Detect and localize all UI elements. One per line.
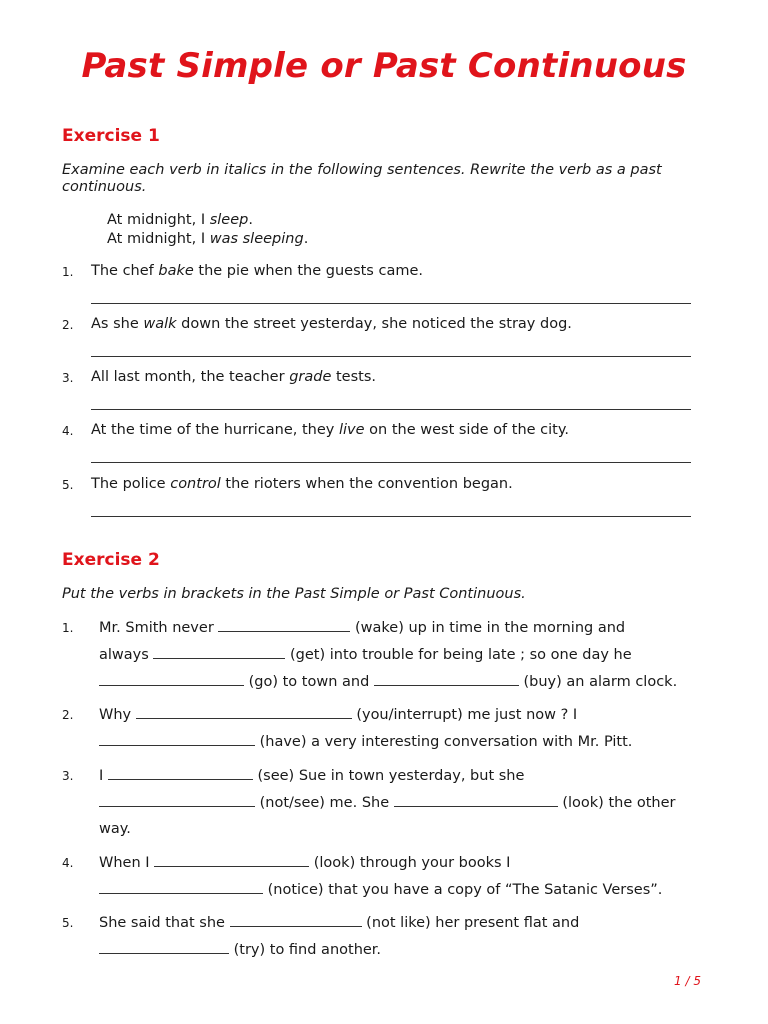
answer-line[interactable] — [91, 516, 691, 517]
item-number: 3. — [62, 371, 74, 385]
italic-verb: live — [338, 422, 365, 438]
fill-in-blank[interactable] — [374, 673, 519, 686]
sentence-text: the rioters when the convention began. — [220, 476, 513, 492]
fill-in-blank[interactable] — [394, 794, 558, 807]
sentence-text: As she — [91, 316, 144, 332]
sentence-text: All last month, the teacher — [91, 369, 290, 385]
answer-line[interactable] — [91, 409, 691, 410]
exercise-line — [99, 914, 579, 931]
exercise-text: (try) to find another. — [229, 942, 382, 958]
exercise-text: (you/interrupt) me just now ? I — [351, 707, 578, 723]
item-number: 1. — [62, 621, 74, 635]
exercise-text: I — [99, 768, 108, 784]
exercise-text: (buy) an alarm clock. — [518, 674, 678, 690]
exercise-text: (look) the other — [557, 795, 676, 811]
answer-line[interactable] — [91, 303, 691, 304]
exercise-line — [99, 767, 524, 784]
item-number: 2. — [62, 708, 74, 722]
sentence-text: The police — [91, 476, 171, 492]
sentence-text: At the time of the hurricane, they — [91, 422, 339, 438]
exercise-line — [99, 854, 510, 871]
item-number: 4. — [62, 424, 74, 438]
exercise-text: (have) a very interesting conversation with Mr. Pitt. — [255, 734, 633, 750]
fill-in-blank[interactable] — [153, 646, 285, 659]
example-line-2 — [107, 230, 308, 249]
exercise-text: always — [99, 647, 154, 663]
exercise-text: (see) Sue in town yesterday, but she — [252, 768, 525, 784]
exercise-text: (look) through your books I — [309, 855, 511, 871]
sentence-text: on the west side of the city. — [364, 422, 569, 438]
exercise-text: When I — [99, 855, 155, 871]
exercise-text: (not/see) me. She — [255, 795, 394, 811]
exercise-1-heading: Exercise 1 — [62, 126, 160, 146]
italic-verb: walk — [143, 316, 177, 332]
exercise-text: (not like) her present flat and — [361, 915, 580, 931]
fill-in-blank[interactable] — [218, 619, 350, 632]
sentence-text: The chef — [91, 263, 159, 279]
example-verb: was sleeping — [209, 231, 304, 247]
exercise-text: (wake) up in time in the morning and — [350, 620, 626, 636]
question-sentence — [91, 369, 376, 385]
exercise-line — [99, 646, 632, 663]
fill-in-blank[interactable] — [99, 941, 229, 954]
exercise-text: Why — [99, 707, 136, 723]
example-text: . — [248, 212, 253, 228]
exercise-line — [99, 619, 625, 636]
exercise-text: She said that she — [99, 915, 230, 931]
fill-in-blank[interactable] — [99, 673, 244, 686]
question-sentence — [91, 476, 513, 492]
exercise-line — [99, 733, 632, 750]
question-sentence — [91, 263, 423, 279]
exercise-line — [99, 706, 577, 723]
exercise-line — [99, 794, 676, 811]
exercise-text: (get) into trouble for being late ; so one day he — [285, 647, 632, 663]
exercise-text: Mr. Smith never — [99, 620, 219, 636]
answer-line[interactable] — [91, 462, 691, 463]
exercise-2-heading: Exercise 2 — [62, 550, 160, 570]
fill-in-blank[interactable] — [108, 767, 253, 780]
exercise-line — [99, 881, 662, 898]
exercise-2-instruction: Put the verbs in brackets in the Past Simple or Past Continuous. — [62, 586, 526, 602]
fill-in-blank[interactable] — [230, 914, 362, 927]
exercise-line — [99, 673, 677, 690]
item-number: 3. — [62, 769, 74, 783]
example-text: . — [303, 231, 309, 247]
page-number: 1 / 5 — [674, 974, 701, 988]
example-verb: sleep — [209, 212, 249, 228]
exercise-text: (go) to town and — [244, 674, 374, 690]
sentence-text: tests. — [331, 369, 376, 385]
example-line-1 — [107, 211, 253, 230]
answer-line[interactable] — [91, 356, 691, 357]
fill-in-blank[interactable] — [99, 881, 263, 894]
exercise-line — [99, 821, 131, 837]
item-number: 1. — [62, 265, 74, 279]
fill-in-blank[interactable] — [99, 794, 255, 807]
italic-verb: bake — [158, 263, 194, 279]
item-number: 5. — [62, 478, 74, 492]
example-text: At midnight, I — [107, 231, 210, 247]
item-number: 5. — [62, 916, 74, 930]
sentence-text: down the street yesterday, she noticed the stray dog. — [176, 316, 572, 332]
exercise-text: way. — [99, 821, 131, 837]
page-title: Past Simple or Past Continuous — [81, 46, 687, 86]
example-text: At midnight, I — [107, 212, 210, 228]
exercise-line — [99, 941, 381, 958]
question-sentence — [91, 316, 572, 332]
item-number: 4. — [62, 856, 74, 870]
exercise-text: (notice) that you have a copy of “The Satanic Verses”. — [263, 882, 663, 898]
fill-in-blank[interactable] — [136, 706, 352, 719]
fill-in-blank[interactable] — [99, 733, 255, 746]
italic-verb: control — [170, 476, 221, 492]
fill-in-blank[interactable] — [154, 854, 309, 867]
sentence-text: the pie when the guests came. — [193, 263, 423, 279]
exercise-1-instruction: Examine each verb in italics in the following sentences. Rewrite the verb as a past continuous. — [62, 162, 662, 195]
italic-verb: grade — [289, 369, 332, 385]
question-sentence — [91, 422, 569, 438]
item-number: 2. — [62, 318, 74, 332]
